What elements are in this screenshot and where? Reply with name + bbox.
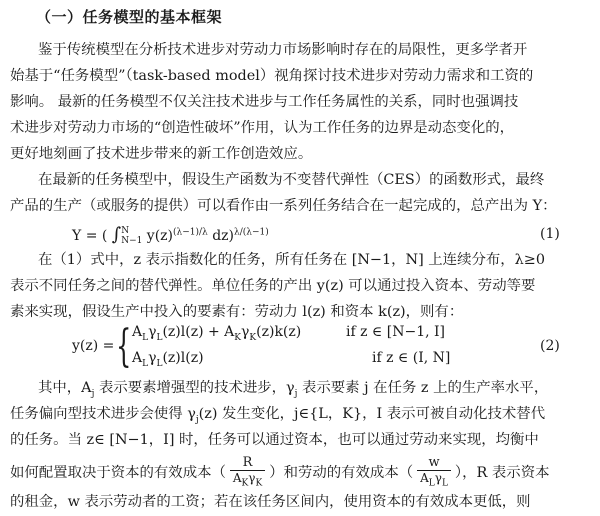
paragraph-line: 其中，$A_j$ 表示要素增强型的技术进步，$\gamma_j$ 表示要素 j 在任务 z 上的生产率水平， [38, 380, 549, 399]
paragraph-line: 术进步对劳动力市场的“创造性破坏”作用，认为工作任务的边界是动态变化的， [10, 120, 514, 136]
paragraph-line: 表示不同任务之间的替代弹性。单位任务的产出 y(z) 可以通过投入资本、劳动等要 [10, 278, 536, 294]
equation-2-case-1: $A_L\gamma_L(z)l(z) + A_K\gamma_K(z)k(z)$ [132, 324, 302, 343]
left-brace: { [116, 321, 132, 372]
equation-2-condition-1: if z ∈ [N−1, I] [346, 324, 445, 340]
paragraph-line: 的任务。当 z∈ [N−1，I] 时，任务可以通过资本，也可以通过劳动来实现，均衡中 [10, 432, 539, 448]
paragraph-line: 更好地刻画了技术进步带来的新工作创造效应。 [10, 146, 313, 162]
paragraph-line: 如何配置取决于资本的有效成本（ $\frac{R}{A_K\gamma_K}$ ）和劳动的有效成本（ $\frac{w}{A_L\gamma_L}$ ），R 表示资本 [10, 456, 590, 488]
paragraph-line: 任务偏向型技术进步会使得 $\gamma_j(z)$ 发生变化，j∈{L，K}，I 表示可被自动化技术替代 [10, 406, 546, 425]
paragraph-line: 始基于“任务模型”（task-based model）视角探讨技术进步对劳动力需求和工资的 [10, 68, 534, 84]
equation-1: Y = ( ∫ N N−1 $y(z)^{(\lambda-1)/\lambda}$ dz)$^{\lambda/(\lambda-1)}$ [72, 224, 269, 246]
section-heading: （一）任务模型的基本框架 [36, 8, 223, 26]
paragraph-line: 在（1）式中，z 表示指数化的任务，所有任务在 [N−1，N] 上连续分布，λ≥0 [38, 252, 545, 268]
paragraph-line: 素来实现，假设生产中投入的要素有：劳动力 l(z) 和资本 k(z)，则有： [10, 304, 464, 320]
equation-number: (2) [540, 338, 560, 354]
paragraph-line: 影响。 最新的任务模型不仅关注技术进步与工作任务属性的关系，同时也强调技 [10, 94, 519, 110]
equation-2-lhs: y(z) = [72, 338, 115, 354]
equation-2-condition-2: if z ∈ (I, N] [372, 350, 451, 366]
paragraph-line: 的租金，w 表示劳动者的工资；若在该任务区间内，使用资本的有效成本更低，则 [10, 494, 531, 510]
paragraph-line: 产品的生产（或服务的提供）可以看作由一系列任务结合在一起完成的，总产出为 Y： [10, 198, 557, 214]
fraction-labor-cost: $\frac{w}{A_L\gamma_L}$ [417, 456, 451, 488]
fraction-capital-cost: $\frac{R}{A_K\gamma_K}$ [230, 456, 265, 488]
equation-number: (1) [540, 226, 560, 242]
equation-2-case-2: $A_L\gamma_L(z)l(z)$ [132, 350, 204, 369]
paragraph-line: 在最新的任务模型中，假设生产函数为不变替代弹性（CES）的函数形式，最终 [38, 172, 545, 188]
paragraph-line: 鉴于传统模型在分析技术进步对劳动力市场影响时存在的局限性，更多学者开 [38, 42, 528, 58]
